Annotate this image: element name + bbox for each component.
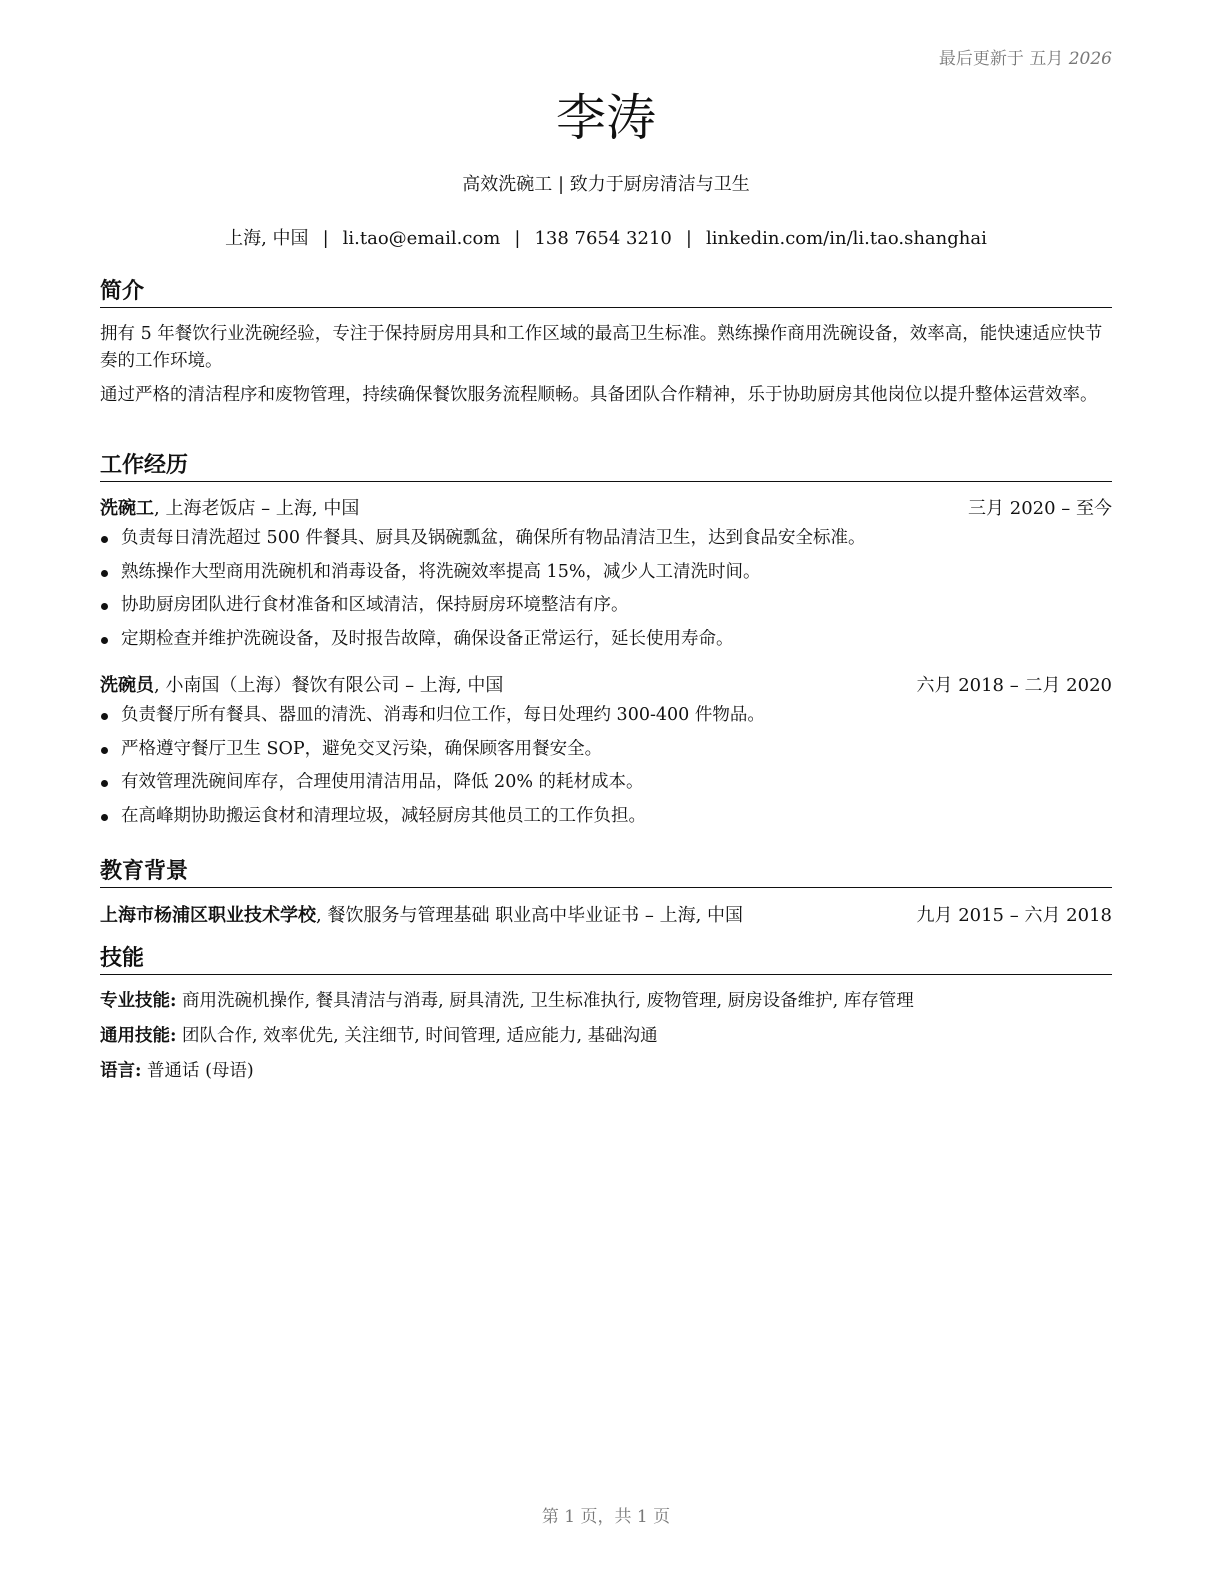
bullet-item xyxy=(100,522,1112,556)
summary-paragraph: 拥有 5 年餐饮行业洗碗经验，专注于保持厨房用具和工作区域的最高卫生标准。熟练操作商用洗碗设备，效率高，能快速适应快节奏的工作环境。 xyxy=(100,324,1103,371)
skills-title: 技能 xyxy=(100,945,1112,975)
bullet-icon xyxy=(101,780,108,787)
education-detail: , 餐饮服务与管理基础 职业高中毕业证书 – 上海, 中国 xyxy=(316,905,744,926)
bullet-item xyxy=(100,733,1112,767)
candidate-name: 李涛 xyxy=(556,89,656,147)
contact-separator: | xyxy=(685,228,692,249)
experience-title: 工作经历 xyxy=(100,452,1112,482)
job-header xyxy=(100,495,1112,522)
skill-label: 专业技能: xyxy=(100,991,177,1011)
resume-page xyxy=(100,0,1112,1584)
contact-location: 上海, 中国 xyxy=(225,228,309,249)
education-section xyxy=(100,858,1112,929)
contact-line xyxy=(100,224,1112,250)
summary-paragraph: 通过严格的清洁程序和废物管理，持续确保餐饮服务流程顺畅。具备团队合作精神，乐于协助厨房其他岗位以提升整体运营效率。 xyxy=(100,385,1098,405)
bullet-icon xyxy=(101,570,108,577)
bullet-icon xyxy=(101,603,108,610)
skill-value: 团队合作, 效率优先, 关注细节, 时间管理, 适应能力, 基础沟通 xyxy=(176,1026,658,1046)
education-title: 教育背景 xyxy=(100,858,1112,888)
job-bullets xyxy=(100,522,1112,656)
bullet-item xyxy=(100,800,1112,834)
summary-section xyxy=(100,278,1112,409)
job-entry xyxy=(100,672,1112,833)
last-updated-year: 2026 xyxy=(1068,49,1112,69)
contact-linkedin[interactable]: linkedin.com/in/li.tao.shanghai xyxy=(705,228,987,249)
bullet-icon xyxy=(101,814,108,821)
contact-phone: 138 7654 3210 xyxy=(534,228,672,249)
bullet-icon xyxy=(101,637,108,644)
page-number: 第 1 页，共 1 页 xyxy=(541,1507,671,1527)
skill-line xyxy=(100,984,1112,1019)
skill-label: 通用技能: xyxy=(100,1026,177,1046)
job-role: 洗碗工 xyxy=(100,498,154,519)
skill-line xyxy=(100,1054,1112,1089)
job-bullets xyxy=(100,699,1112,833)
school-name: 上海市杨浦区职业技术学校 xyxy=(100,905,316,926)
bullet-icon xyxy=(101,536,108,543)
job-header xyxy=(100,672,1112,699)
skill-line xyxy=(100,1019,1112,1054)
bullet-text: 有效管理洗碗间库存，合理使用清洁用品，降低 20% 的耗材成本。 xyxy=(121,772,644,792)
job-org: , 上海老饭店 – 上海, 中国 xyxy=(154,498,360,519)
experience-section xyxy=(100,452,1112,833)
contact-separator: | xyxy=(322,228,329,249)
bullet-icon xyxy=(101,747,108,754)
bullet-item xyxy=(100,766,1112,800)
skill-value: 普通话 (母语) xyxy=(141,1061,254,1081)
skill-value: 商用洗碗机操作, 餐具清洁与消毒, 厨具清洗, 卫生标准执行, 废物管理, 厨房设备维护, 库存管理 xyxy=(176,991,914,1011)
education-entry xyxy=(100,902,1112,929)
job-dates: 三月 2020 – 至今 xyxy=(968,498,1112,519)
bullet-icon xyxy=(101,713,108,720)
bullet-text: 熟练操作大型商用洗碗机和消毒设备，将洗碗效率提高 15%，减少人工清洗时间。 xyxy=(121,561,761,582)
skills-list xyxy=(100,984,1112,1089)
education-line xyxy=(100,902,743,929)
job-title-line xyxy=(100,672,503,699)
bullet-text: 在高峰期协助搬运食材和清理垃圾，减轻厨房其他员工的工作负担。 xyxy=(121,805,646,826)
tagline: 高效洗碗工 | 致力于厨房清洁与卫生 xyxy=(462,174,750,195)
bullet-text: 负责餐厅所有餐具、器皿的清洗、消毒和归位工作，每日处理约 300-400 件物品。 xyxy=(121,705,765,725)
bullet-item xyxy=(100,623,1112,657)
contact-email[interactable]: li.tao@email.com xyxy=(342,228,501,249)
last-updated xyxy=(939,44,1112,69)
education-dates: 九月 2015 – 六月 2018 xyxy=(916,905,1112,926)
bullet-item xyxy=(100,556,1112,590)
last-updated-label: 最后更新于 五月 xyxy=(938,49,1064,69)
job-org: , 小南国（上海）餐饮有限公司 – 上海, 中国 xyxy=(154,675,504,696)
skill-label: 语言: xyxy=(100,1061,142,1081)
bullet-item xyxy=(100,699,1112,733)
job-dates: 六月 2018 – 二月 2020 xyxy=(916,675,1112,696)
contact-separator: | xyxy=(514,228,521,249)
skills-section xyxy=(100,945,1112,1089)
bullet-text: 定期检查并维护洗碗设备，及时报告故障，确保设备正常运行，延长使用寿命。 xyxy=(121,628,734,649)
job-role: 洗碗员 xyxy=(100,675,154,696)
job-title-line xyxy=(100,495,359,522)
job-entry xyxy=(100,495,1112,656)
bullet-text: 负责每日清洗超过 500 件餐具、厨具及锅碗瓢盆，确保所有物品清洁卫生，达到食品安全标准。 xyxy=(121,528,866,548)
summary-title: 简介 xyxy=(100,278,1112,308)
bullet-text: 严格遵守餐厅卫生 SOP，避免交叉污染，确保顾客用餐安全。 xyxy=(121,738,603,759)
bullet-item xyxy=(100,589,1112,623)
bullet-text: 协助厨房团队进行食材准备和区域清洁，保持厨房环境整洁有序。 xyxy=(121,595,629,615)
